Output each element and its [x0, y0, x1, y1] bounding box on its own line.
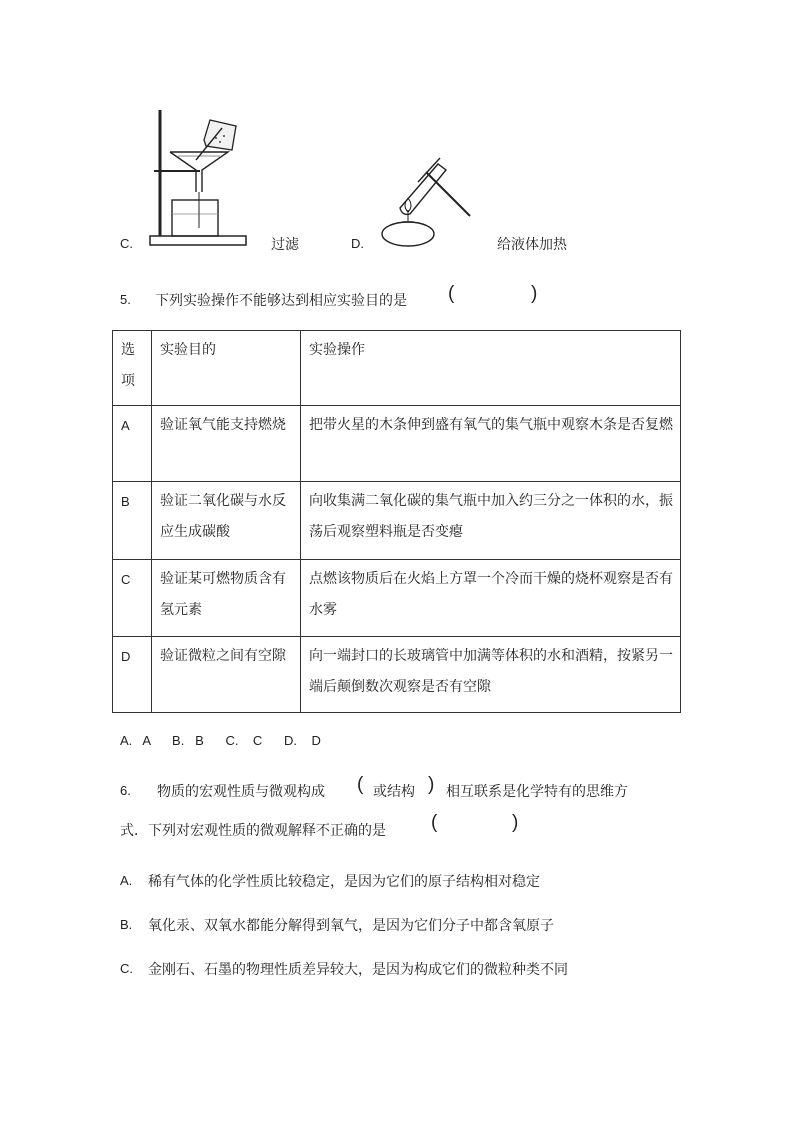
row-purpose: 验证二氧化碳与水反应生成碳酸: [160, 493, 286, 540]
q6-stem-part3: 相互联系是化学特有的思维方: [446, 784, 628, 800]
table-row: [113, 560, 681, 637]
q6-choice-text: 氧化汞、双氧水都能分解得到氧气，是因为它们分子中都含氧原子: [148, 918, 554, 934]
table-header-row: [113, 331, 681, 406]
table-row: [113, 482, 681, 560]
q6-paren-close: ): [428, 774, 435, 795]
row-option: A: [121, 418, 130, 433]
row-purpose: 验证某可燃物质含有氢元素: [160, 571, 286, 618]
q6-choice-text: 金刚石、石墨的物理性质差异较大，是因为构成它们的微粒种类不同: [148, 962, 568, 978]
header-option: 选项: [121, 342, 135, 389]
row-option: B: [121, 494, 130, 509]
row-option: C: [121, 572, 131, 587]
row-option: D: [121, 649, 131, 664]
q6-choice-text: 稀有气体的化学性质比较稳定，是因为它们的原子结构相对稳定: [148, 874, 540, 890]
heating-liquid-apparatus-figure: [378, 152, 478, 252]
q6-stem-line2: 式．下列对宏观性质的微观解释不正确的是: [120, 823, 386, 839]
row-operation: 点燃该物质后在火焰上方罩一个冷而干燥的烧杯观察是否有水雾: [309, 571, 673, 618]
q5-choices: A. A B. B C. C D. D: [120, 733, 321, 748]
table-row: [113, 637, 681, 713]
header-operation: 实验操作: [309, 342, 365, 358]
q6-number: 6.: [120, 783, 131, 798]
row-operation: 向收集满二氧化碳的集气瓶中加入约三分之一体积的水，振荡后观察塑料瓶是否变瘪: [309, 493, 673, 540]
q6-choice-letter: A.: [120, 873, 133, 888]
q6-choice-letter: C.: [120, 961, 133, 976]
table-row: [113, 406, 681, 482]
header-purpose: 实验目的: [160, 342, 216, 358]
row-purpose: 验证氧气能支持燃烧: [160, 417, 286, 433]
q6-stem-part1: 物质的宏观性质与微观构成: [157, 784, 325, 800]
q6-paren-open: (: [357, 774, 364, 795]
row-operation: 把带火星的木条伸到盛有氧气的集气瓶中观察木条是否复燃: [309, 417, 673, 433]
q5-number: 5.: [120, 292, 131, 307]
choice-d-letter: D.: [351, 236, 364, 251]
q6-paren-open-2: (: [431, 812, 438, 833]
heating-liquid-label: 给液体加热: [497, 237, 567, 253]
q6-paren-close-2: ): [512, 812, 519, 833]
row-operation: 向一端封口的长玻璃管中加满等体积的水和酒精，按紧另一端后颠倒数次观察是否有空隙: [309, 648, 673, 695]
q5-paren-open: (: [448, 283, 455, 304]
q6-choice-letter: B.: [120, 917, 133, 932]
row-purpose: 验证微粒之间有空隙: [160, 648, 286, 664]
experiment-table: [112, 330, 681, 713]
q5-paren-close: ): [531, 283, 538, 304]
choice-c-letter: C.: [120, 236, 133, 251]
filtration-apparatus-figure: [140, 100, 250, 250]
q6-stem-part2: 或结构: [373, 784, 415, 800]
filtration-label: 过滤: [271, 237, 299, 253]
q5-stem: 下列实验操作不能够达到相应实验目的是: [155, 293, 407, 309]
